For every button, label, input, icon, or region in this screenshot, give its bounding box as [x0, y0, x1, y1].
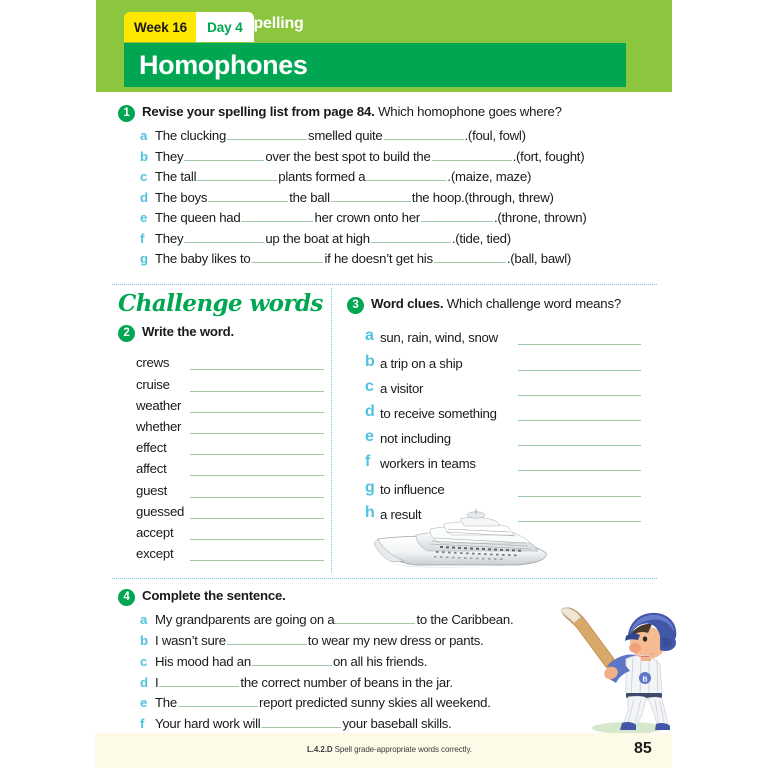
challenge-word: crews — [136, 355, 170, 371]
answer-blank[interactable] — [190, 398, 324, 413]
page-number: 85 — [634, 740, 652, 757]
clue-text: sun, rain, wind, snow — [380, 330, 498, 346]
answer-blank[interactable] — [384, 127, 464, 140]
exercise-1-item: c The tall plants formed a . (maize, maze) — [140, 169, 532, 185]
divider-bottom — [112, 578, 657, 579]
divider-vertical — [331, 288, 332, 573]
item-letter: e — [365, 428, 374, 446]
exercise-3-prompt-bold: Word clues. — [371, 296, 444, 311]
week-day-tab-group — [124, 12, 254, 42]
exercise-2-prompt-bold: Write the word. — [142, 324, 235, 339]
answer-blank[interactable] — [241, 209, 313, 222]
item-tail: . — [493, 210, 498, 226]
sentence-tail: the correct number of beans in the jar. — [240, 674, 453, 690]
challenge-word-row — [118, 476, 330, 497]
answer-blank[interactable] — [251, 250, 323, 263]
answer-blank[interactable] — [190, 504, 324, 519]
item-letter: h — [365, 503, 375, 521]
day-tab: Day 4 — [196, 12, 254, 42]
exercise-1-item: b They over the best spot to build the . (fort, fought) — [140, 148, 585, 164]
homophone-choices: (through, threw) — [464, 189, 554, 205]
answer-blank[interactable] — [190, 419, 324, 434]
item-letter: e — [140, 695, 148, 711]
answer-blank[interactable] — [518, 481, 641, 497]
item-letter: d — [365, 403, 375, 420]
word-clue-list — [365, 320, 647, 522]
homophone-choices: (ball, bawl) — [510, 251, 572, 267]
answer-blank[interactable] — [208, 189, 288, 202]
subject-label: Spelling — [243, 15, 304, 32]
exercise-1-number: 1 — [118, 105, 135, 122]
word-clue-row — [365, 320, 647, 345]
challenge-word: cruise — [136, 376, 170, 392]
divider-top — [112, 284, 657, 285]
challenge-word-row — [118, 455, 330, 476]
cruise-ship-illustration — [368, 505, 558, 577]
item-letter: b — [140, 633, 148, 649]
exercise-2 — [118, 292, 330, 561]
word-clue-row — [365, 421, 647, 446]
answer-blank[interactable] — [227, 632, 307, 645]
exercise-4-item: d I the correct number of beans in the jar. — [140, 674, 453, 690]
answer-blank[interactable] — [227, 127, 307, 140]
answer-blank[interactable] — [190, 525, 324, 540]
item-letter: g — [365, 478, 375, 496]
exercise-3-number: 3 — [347, 297, 364, 314]
page-title-bar — [124, 43, 626, 87]
exercise-4-item: c His mood had an on all his friends. — [140, 653, 428, 669]
sentence-tail: to wear my new dress or pants. — [307, 633, 484, 649]
word-clue-row — [365, 345, 647, 370]
exercise-4-item: e The report predicted sunny skies all weekend. — [140, 695, 491, 711]
standard-description: Spell grade-appropriate words correctly. — [334, 745, 472, 754]
week-tab: Week 16 — [124, 12, 196, 42]
challenge-word-row — [118, 540, 330, 561]
homophone-choices: (tide, tied) — [455, 230, 511, 246]
item-letter: a — [140, 612, 148, 628]
clue-text: to receive something — [380, 406, 497, 421]
item-letter: e — [140, 210, 148, 226]
answer-blank[interactable] — [184, 230, 264, 243]
exercise-1-item: e The queen had her crown onto her . (throne, thrown) — [140, 210, 587, 226]
answer-blank[interactable] — [335, 611, 415, 624]
item-letter: c — [365, 377, 374, 395]
answer-blank[interactable] — [432, 148, 512, 161]
exercise-1-prompt-rest: Which homophone goes where? — [378, 104, 562, 119]
answer-blank[interactable] — [190, 461, 324, 476]
exercise-3-prompt — [347, 296, 647, 314]
clue-text: a trip on a ship — [380, 355, 463, 371]
clue-text: to influence — [380, 481, 445, 497]
item-tail: . — [451, 230, 456, 246]
item-letter: f — [140, 230, 145, 246]
item-tail: . — [506, 251, 511, 267]
item-letter: c — [140, 169, 148, 185]
challenge-word: guest — [136, 482, 168, 498]
answer-blank[interactable] — [518, 355, 641, 371]
item-letter: b — [140, 148, 148, 164]
sentence-tail: to the Caribbean. — [416, 612, 514, 628]
answer-blank[interactable] — [518, 329, 641, 345]
sentence-tail: report predicted sunny skies all weekend. — [258, 695, 491, 711]
sentence-tail: on all his friends. — [332, 653, 428, 669]
word-clue-row — [365, 471, 647, 496]
footer-standard — [307, 745, 472, 754]
challenge-word-row — [118, 392, 330, 413]
page-title: Homophones — [139, 49, 308, 80]
exercise-4-item: b I wasn’t sure to wear my new dress or pants. — [140, 633, 484, 649]
answer-blank[interactable] — [371, 230, 451, 243]
answer-blank[interactable] — [197, 168, 277, 181]
answer-blank[interactable] — [421, 209, 493, 222]
word-clue-row — [365, 446, 647, 471]
standard-code: L.4.2.D — [307, 745, 333, 754]
clue-text: a visitor — [380, 380, 424, 396]
answer-blank[interactable] — [434, 250, 506, 263]
exercise-3-prompt-rest: Which challenge word means? — [446, 296, 621, 311]
exercise-1-item: g The baby likes to if he doesn’t get his . (ball, bawl) — [140, 251, 572, 267]
exercise-1-item: a The clucking smelled quite . (foul, fowl) — [140, 128, 526, 144]
item-letter: d — [140, 189, 148, 205]
answer-blank[interactable] — [261, 715, 341, 728]
answer-blank[interactable] — [190, 440, 324, 455]
exercise-2-prompt — [118, 324, 330, 342]
answer-blank[interactable] — [252, 653, 332, 666]
exercise-4-prompt-bold: Complete the sentence. — [142, 588, 286, 603]
item-letter: f — [365, 453, 371, 471]
word-clue-row — [365, 396, 647, 421]
answer-blank[interactable] — [518, 380, 641, 396]
word-clue-row — [365, 371, 647, 396]
answer-blank[interactable] — [366, 168, 446, 181]
challenge-word: accept — [136, 524, 174, 540]
challenge-word-row — [118, 370, 330, 391]
exercise-1 — [118, 104, 658, 271]
item-letter: c — [140, 653, 148, 669]
exercise-1-prompt — [118, 104, 658, 122]
homophone-choices: (maize, maze) — [450, 169, 532, 185]
answer-blank[interactable] — [178, 694, 258, 707]
exercise-1-prompt-bold: Revise your spelling list from page 84. — [142, 104, 375, 119]
answer-blank[interactable] — [184, 148, 264, 161]
challenge-word: whether — [136, 419, 182, 434]
homophone-choices: (fort, fought) — [516, 148, 585, 164]
challenge-word: except — [136, 546, 174, 562]
svg-text:B: B — [642, 676, 648, 684]
homophone-choices: (throne, thrown) — [497, 210, 587, 226]
clue-text: workers in teams — [380, 456, 476, 472]
item-letter: f — [140, 716, 145, 732]
challenge-word: effect — [136, 440, 167, 456]
answer-blank[interactable] — [190, 483, 324, 498]
challenge-word-row — [118, 349, 330, 370]
exercise-4-item: f Your hard work will your baseball skills. — [140, 716, 452, 732]
exercise-1-item-list — [140, 127, 658, 271]
item-letter: d — [140, 674, 148, 690]
item-letter: a — [140, 128, 148, 144]
exercise-4-number: 4 — [118, 589, 135, 606]
clue-text: not including — [380, 431, 451, 447]
exercise-1-item: d The boys the ball the hoop. (through, threw) — [140, 189, 554, 205]
challenge-word-row — [118, 413, 330, 434]
exercise-1-item: f They up the boat at high . (tide, tied) — [140, 230, 511, 246]
challenge-word-row — [118, 434, 330, 455]
answer-blank[interactable] — [190, 377, 324, 392]
exercise-3 — [347, 296, 647, 522]
baseball-batter-illustration — [556, 603, 696, 733]
item-letter: a — [365, 327, 374, 345]
challenge-word: affect — [136, 461, 167, 477]
sentence-tail: your baseball skills. — [342, 716, 452, 732]
challenge-word-row — [118, 498, 330, 519]
exercise-4-item: a My grandparents are going on a to the Caribbean. — [140, 612, 514, 628]
homophone-choices: (foul, fowl) — [467, 128, 526, 144]
challenge-word: guessed — [136, 503, 185, 519]
item-tail: . — [512, 148, 517, 164]
challenge-word-row — [118, 519, 330, 540]
item-letter: g — [140, 251, 148, 267]
item-tail: the hoop. — [411, 189, 465, 205]
answer-blank[interactable] — [518, 455, 641, 471]
answer-blank[interactable] — [190, 546, 324, 561]
answer-blank[interactable] — [331, 189, 411, 202]
answer-blank[interactable] — [159, 674, 239, 687]
answer-blank[interactable] — [190, 355, 324, 370]
item-tail: . — [447, 169, 451, 185]
clue-text: a result — [380, 506, 422, 522]
exercise-2-number: 2 — [118, 325, 135, 342]
answer-blank[interactable] — [518, 430, 641, 446]
item-tail: . — [464, 128, 468, 144]
challenge-word: weather — [136, 397, 182, 413]
item-letter: b — [365, 352, 375, 370]
answer-blank[interactable] — [518, 405, 641, 421]
challenge-words-heading: Challenge words — [118, 290, 323, 317]
challenge-word-list — [118, 349, 330, 561]
